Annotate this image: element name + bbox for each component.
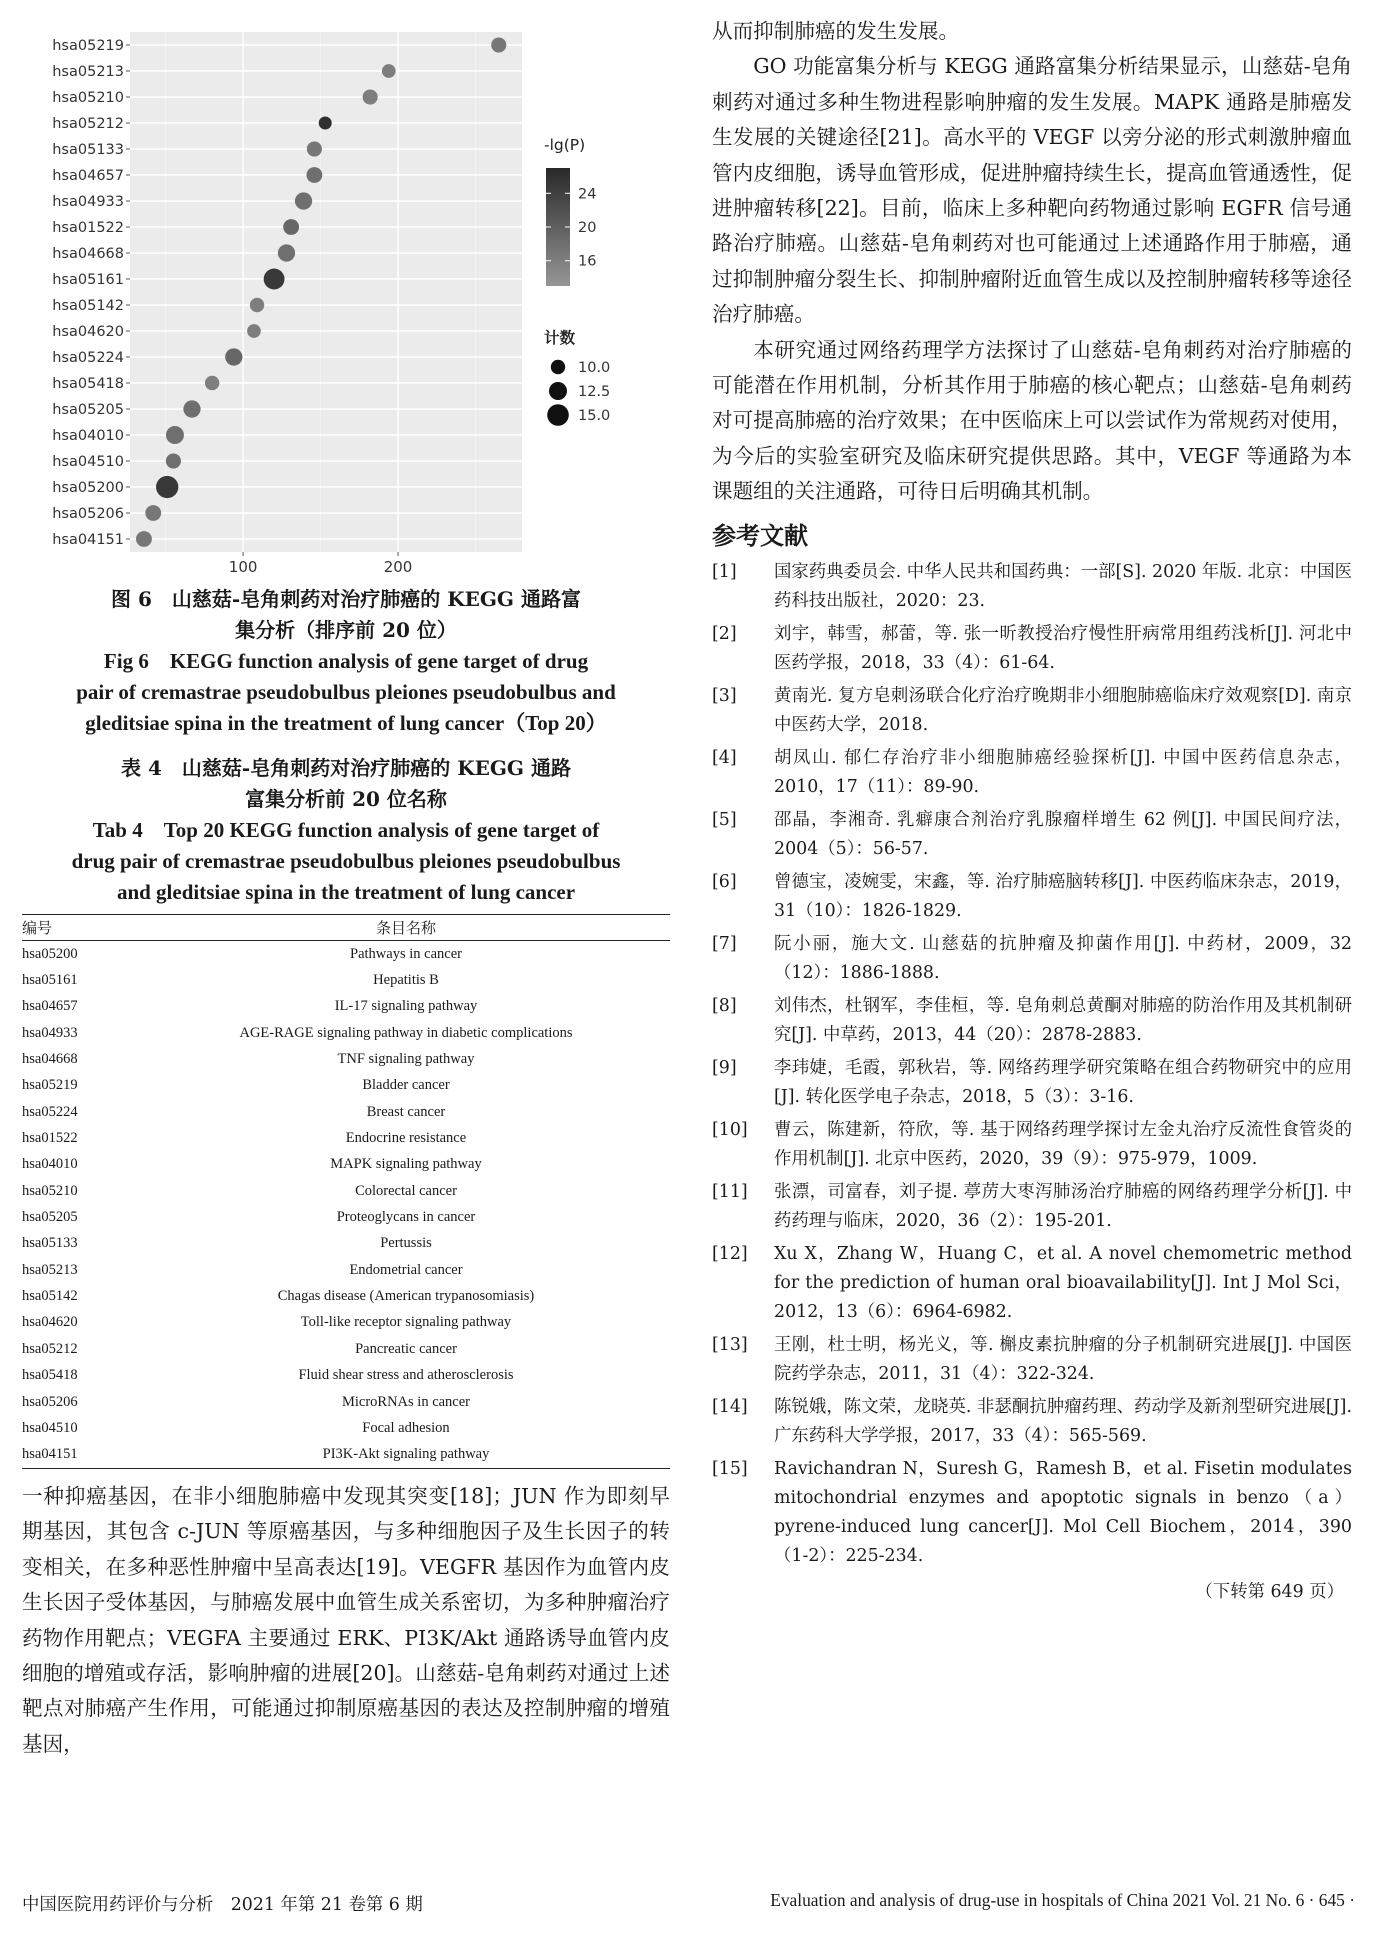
reference-text: 国家药典委员会. 中华人民共和国药典：一部[S]. 2020 年版. 北京：中国医药科技出版社，2020：23.	[774, 561, 1352, 611]
left-column	[22, 18, 670, 1762]
reference-number: [8]	[712, 995, 737, 1016]
size-legend-label: 10.0	[578, 360, 611, 376]
size-legend-title: 计数	[544, 329, 576, 347]
row-id: hsa04010	[22, 1156, 78, 1173]
color-legend-label: 16	[578, 253, 597, 270]
row-name: Focal adhesion	[362, 1419, 450, 1436]
reference-text: Ravichandran N，Suresh G，Ramesh B，et al. Fisetin modulates mitochondrial enzymes and apoptotic signals in benzo（a）pyrene-induced lung cancer[J]. Mol Cell Biochem，2014，390（1-2）：225-234.	[774, 1458, 1352, 1566]
table-row	[22, 1389, 670, 1415]
row-id: hsa04620	[22, 1314, 78, 1331]
reference-number: [2]	[712, 623, 737, 644]
row-name: Toll-like receptor signaling pathway	[300, 1314, 512, 1331]
reference-number: [11]	[712, 1181, 748, 1202]
left-body-paragraph: 一种抑癌基因，在非小细胞肺癌中发现其突变[18]；JUN 作为即刻早期基因，其包含 c-JUN 等原癌基因，与多种细胞因子及生长因子的转变相关，在多种恶性肿瘤中呈高表达[19]。VEGFR 基因作为血管内皮生长因子受体基因，与肺癌发展中血管生成关系密切，为多种肿瘤治疗药物作用靶点；VEGFA 主要通过 ERK、PI3K/Akt 通路诱导血管内皮细胞的增殖或存活，影响肿瘤的进展[20]。山慈菇-皂角刺药对通过上述靶点对肺癌产生作用，可能通过抑制原癌基因的表达及控制肿瘤的增殖基因，	[22, 1483, 670, 1756]
chart-canvas	[22, 18, 670, 578]
reference-text: 刘伟杰，杜钢军，李佳桓，等. 皂角刺总黄酮对肺癌的防治作用及其机制研究[J]. 中草药，2013，44（20）：2878-2883.	[774, 995, 1352, 1045]
table-row	[22, 1336, 670, 1362]
data-point	[136, 531, 152, 547]
reference-item	[712, 992, 1352, 1050]
reference-item	[712, 620, 1352, 678]
reference-item	[712, 1178, 1352, 1236]
reference-number: [5]	[712, 809, 737, 830]
table-row	[22, 1231, 670, 1257]
row-name: Pancreatic cancer	[355, 1340, 457, 1357]
table-row	[22, 1257, 670, 1283]
row-name: Bladder cancer	[362, 1077, 450, 1094]
table-row	[22, 1204, 670, 1230]
y-tick-label: hsa01522	[52, 220, 124, 236]
reference-number: [6]	[712, 871, 737, 892]
table-row	[22, 1283, 670, 1309]
y-tick-label: hsa04657	[52, 168, 124, 184]
reference-item	[712, 1455, 1352, 1571]
size-legend-label: 15.0	[578, 408, 611, 424]
table-row	[22, 1125, 670, 1151]
data-point	[156, 476, 178, 498]
row-name: IL-17 signaling pathway	[334, 998, 478, 1015]
data-point	[306, 167, 322, 183]
table-row	[22, 1310, 670, 1336]
y-tick-label: hsa05219	[52, 38, 124, 54]
data-point	[225, 348, 242, 365]
data-point	[264, 269, 285, 290]
y-tick-label: hsa05210	[52, 90, 124, 106]
reference-text: 刘宇，韩雪，郝蕾，等. 张一昕教授治疗慢性肝病常用组药浅析[J]. 河北中医药学报，2018，33（4）：61-64.	[774, 623, 1352, 673]
tab-caption-cn-line1: 表 4 山慈菇-皂角刺药对治疗肺癌的 KEGG 通路	[121, 756, 571, 780]
fig-caption-en-line2: pair of cremastrae pseudobulbus pleiones pseudobulbus and	[76, 680, 616, 704]
reference-item	[712, 744, 1352, 802]
y-tick-label: hsa04010	[52, 428, 124, 444]
color-legend-title: -lg(P)	[544, 136, 586, 154]
data-point	[307, 141, 322, 156]
y-tick-label: hsa05213	[52, 64, 124, 80]
reference-number: [7]	[712, 933, 737, 954]
y-tick-label: hsa04668	[52, 246, 124, 262]
figure-caption	[22, 584, 670, 739]
row-id: hsa05161	[22, 972, 78, 989]
table-row	[22, 967, 670, 993]
row-name: Endocrine resistance	[345, 1130, 467, 1147]
row-name: AGE-RAGE signaling pathway in diabetic complications	[239, 1024, 573, 1041]
y-tick-label: hsa04933	[52, 194, 124, 210]
paragraph-conclusion: 本研究通过网络药理学方法探讨了山慈菇-皂角刺药对治疗肺癌的可能潜在作用机制，分析其作用于肺癌的核心靶点；山慈菇-皂角刺药对可提高肺癌的治疗效果；在中医临床上可以尝试作为常规药对使用，为今后的实验室研究及临床研究提供思路。其中，VEGF 等通路为本课题组的关注通路，可待日后明确其机制。	[712, 337, 1352, 504]
reference-number: [10]	[712, 1119, 748, 1140]
fig-caption-en-line3: gleditsiae spina in the treatment of lung cancer（Top 20）	[85, 711, 607, 735]
reference-number: [14]	[712, 1396, 748, 1417]
tab-caption-en-line2: drug pair of cremastrae pseudobulbus pleiones pseudobulbus	[71, 849, 621, 873]
y-tick-label: hsa05418	[52, 376, 124, 392]
reference-text: 阮小丽，施大文. 山慈菇的抗肿瘤及抑菌作用[J]. 中药材，2009，32（12）：1886-1888.	[774, 933, 1352, 983]
data-point	[283, 219, 299, 235]
right-column	[712, 14, 1352, 1602]
data-point	[278, 244, 295, 261]
data-point	[382, 64, 396, 78]
data-point	[183, 400, 200, 417]
reference-item	[712, 682, 1352, 740]
references-heading: 参考文献	[712, 521, 808, 550]
y-tick-label: hsa04620	[52, 324, 124, 340]
row-id: hsa04657	[22, 998, 78, 1015]
y-tick-label: hsa05200	[52, 480, 124, 496]
color-legend-label: 24	[578, 186, 597, 203]
table-row	[22, 941, 670, 968]
row-id: hsa04668	[22, 1051, 78, 1068]
table-row	[22, 1099, 670, 1125]
row-id: hsa05133	[22, 1235, 78, 1252]
y-tick-label: hsa04151	[52, 532, 124, 548]
row-id: hsa05212	[22, 1340, 78, 1357]
y-tick-label: hsa05206	[52, 506, 124, 522]
row-id: hsa05213	[22, 1261, 78, 1278]
fig-caption-en-line1: Fig 6 KEGG function analysis of gene target of drug	[103, 649, 589, 673]
paragraph-go-kegg: GO 功能富集分析与 KEGG 通路富集分析结果显示，山慈菇-皂角刺药对通过多种生物进程影响肿瘤的发生发展。MAPK 通路是肺癌发生发展的关键途径[21]。高水平的 VEGF 以旁分泌的形式刺激肿瘤血管内皮细胞，诱导血管形成，促进肿瘤持续生长，提高血管通透性，促进肿瘤转移[22]。目前，临床上多种靶向药物通过影响 EGFR 信号通路治疗肺癌。山慈菇-皂角刺药对也可能通过上述通路作用于肺癌，通过抑制肿瘤分裂生长、抑制肿瘤附近血管生成以及控制肿瘤转移等途径治疗肺癌。	[712, 54, 1352, 327]
table-row	[22, 1442, 670, 1469]
row-id: hsa05418	[22, 1367, 78, 1384]
reference-item	[712, 558, 1352, 616]
size-legend-dot	[549, 382, 567, 400]
header-id: 编号	[22, 915, 142, 941]
paragraph-continued: 从而抑制肺癌的发生发展。	[712, 19, 960, 43]
row-id: hsa04510	[22, 1419, 78, 1436]
y-tick-label: hsa05224	[52, 350, 124, 366]
data-point	[247, 324, 261, 338]
reference-number: [1]	[712, 561, 737, 582]
reference-number: [4]	[712, 747, 737, 768]
row-name: Breast cancer	[366, 1103, 446, 1120]
fig-caption-cn-line2: 集分析（排序前 20 位）	[235, 618, 457, 642]
row-id: hsa05210	[22, 1182, 78, 1199]
size-legend-label: 12.5	[578, 384, 611, 400]
row-id: hsa05219	[22, 1077, 78, 1094]
table-row	[22, 1415, 670, 1441]
row-id: hsa04151	[22, 1442, 142, 1469]
reference-text: 张漂，司富春，刘子提. 葶苈大枣泻肺汤治疗肺癌的网络药理学分析[J]. 中药药理与临床，2020，36（2）：195-201.	[774, 1181, 1352, 1231]
reference-item	[712, 868, 1352, 926]
reference-text: 曾德宝，凌婉雯，宋鑫，等. 治疗肺癌脑转移[J]. 中医药临床杂志，2019，31（10）：1826-1829.	[774, 871, 1352, 921]
row-name: Chagas disease (American trypanosomiasis)	[277, 1288, 535, 1305]
reference-number: [12]	[712, 1243, 748, 1264]
row-name: Proteoglycans in cancer	[336, 1209, 476, 1226]
row-name: MicroRNAs in cancer	[341, 1393, 471, 1410]
table-row	[22, 1073, 670, 1099]
tab-caption-cn-line2: 富集分析前 20 位名称	[245, 787, 447, 811]
reference-item	[712, 1240, 1352, 1327]
x-tick-label: 200	[383, 558, 413, 576]
row-id: hsa05200	[22, 945, 78, 962]
x-axis-label	[310, 577, 342, 578]
y-tick-label: hsa05142	[52, 298, 124, 314]
plot-background	[130, 32, 522, 552]
y-tick-label: hsa04510	[52, 454, 124, 470]
data-point	[145, 505, 161, 521]
row-name: Pathways in cancer	[350, 945, 462, 962]
reference-item	[712, 806, 1352, 864]
data-point	[295, 192, 312, 209]
kegg-table	[22, 914, 670, 1469]
color-legend-label: 20	[578, 220, 597, 236]
data-point	[205, 376, 219, 390]
reference-text: 李玮婕，毛霞，郭秋岩，等. 网络药理学研究策略在组合药物研究中的应用[J]. 转化医学电子杂志，2018，5（3）：3-16.	[774, 1057, 1352, 1107]
reference-text: 陈锐娥，陈文荣，龙晓英. 非瑟酮抗肿瘤药理、药动学及新剂型研究进展[J]. 广东药科大学学报，2017，33（4）：565-569.	[774, 1396, 1352, 1446]
footer-journal-en: Evaluation and analysis of drug-use in hospitals of China 2021 Vol. 21 No. 6 · 645 ·	[770, 1890, 1355, 1910]
row-name: PI3K-Akt signaling pathway	[142, 1442, 670, 1469]
fig-caption-cn-line1: 图 6 山慈菇-皂角刺药对治疗肺癌的 KEGG 通路富	[111, 587, 581, 611]
row-id: hsa05224	[22, 1103, 78, 1120]
reference-number: [15]	[712, 1458, 748, 1479]
row-name: Pertussis	[380, 1235, 432, 1252]
table-row	[22, 1178, 670, 1204]
row-name: Endometrial cancer	[349, 1261, 463, 1278]
reference-number: [3]	[712, 685, 737, 706]
footer-journal-cn: 中国医院用药评价与分析 2021 年第 21 卷第 6 期	[22, 1895, 423, 1915]
data-point	[319, 117, 332, 130]
row-id: hsa01522	[22, 1130, 78, 1147]
size-legend-dot	[551, 360, 565, 374]
y-tick-label: hsa05161	[52, 272, 124, 288]
row-id: hsa05142	[22, 1288, 78, 1305]
reference-item	[712, 930, 1352, 988]
data-point	[250, 298, 264, 312]
reference-text: Xu X，Zhang W，Huang C，et al. A novel chemometric method for the prediction of human oral bioavailability[J]. Int J Mol Sci，2012，13（6）：6964-6982.	[774, 1243, 1352, 1322]
tab-caption-en-line3: and gleditsiae spina in the treatment of lung cancer	[116, 880, 576, 904]
row-id: hsa04933	[22, 1024, 78, 1041]
continued-note: （下转第 649 页）	[1195, 1581, 1344, 1602]
header-name: 条目名称	[142, 915, 670, 941]
row-name: TNF signaling pathway	[337, 1051, 475, 1068]
row-name: MAPK signaling pathway	[330, 1156, 482, 1173]
data-point	[363, 89, 378, 104]
reference-text: 黄南光. 复方皂刺汤联合化疗治疗晚期非小细胞肺癌临床疗效观察[D]. 南京中医药大学，2018.	[774, 685, 1352, 735]
y-tick-label: hsa05133	[52, 142, 124, 158]
reference-text: 王刚，杜士明，杨光义，等. 槲皮素抗肿瘤的分子机制研究进展[J]. 中国医院药学杂志，2011，31（4）：322-324.	[774, 1334, 1352, 1384]
reference-item	[712, 1116, 1352, 1174]
references-list	[712, 558, 1352, 1571]
tab-caption-en-line1: Tab 4 Top 20 KEGG function analysis of gene target of	[92, 818, 600, 842]
reference-text: 曹云，陈建新，符欣，等. 基于网络药理学探讨左金丸治疗反流性食管炎的作用机制[J]. 北京中医药，2020，39（9）：975-979，1009.	[774, 1119, 1352, 1169]
size-legend-dot	[547, 404, 569, 426]
table-row	[22, 1046, 670, 1072]
table-row	[22, 994, 670, 1020]
row-id: hsa05205	[22, 1209, 78, 1226]
table-body	[22, 941, 670, 1469]
x-tick-label: 100	[228, 558, 258, 576]
reference-item	[712, 1331, 1352, 1389]
row-name: Colorectal cancer	[355, 1182, 457, 1199]
row-name: Hepatitis B	[373, 972, 439, 989]
reference-number: [13]	[712, 1334, 748, 1355]
y-tick-label: hsa05212	[52, 116, 124, 132]
data-point	[491, 37, 506, 52]
reference-item	[712, 1054, 1352, 1112]
y-tick-label: hsa05205	[52, 402, 124, 418]
row-id: hsa05206	[22, 1393, 78, 1410]
table-header-row	[22, 915, 670, 941]
reference-item	[712, 1393, 1352, 1451]
row-name: Fluid shear stress and atherosclerosis	[298, 1367, 514, 1384]
reference-text: 胡凤山. 郁仁存治疗非小细胞肺癌经验探析[J]. 中国中医药信息杂志，2010，17（11）：89-90.	[774, 747, 1352, 797]
table-row	[22, 1152, 670, 1178]
data-point	[166, 426, 184, 444]
reference-text: 邵晶，李湘奇. 乳癖康合剂治疗乳腺瘤样增生 62 例[J]. 中国民间疗法，2004（5）：56-57.	[774, 809, 1352, 859]
table-caption	[22, 753, 670, 908]
kegg-bubble-chart	[22, 18, 670, 578]
data-point	[166, 453, 181, 468]
table-row	[22, 1020, 670, 1046]
reference-number: [9]	[712, 1057, 737, 1078]
table-row	[22, 1363, 670, 1389]
